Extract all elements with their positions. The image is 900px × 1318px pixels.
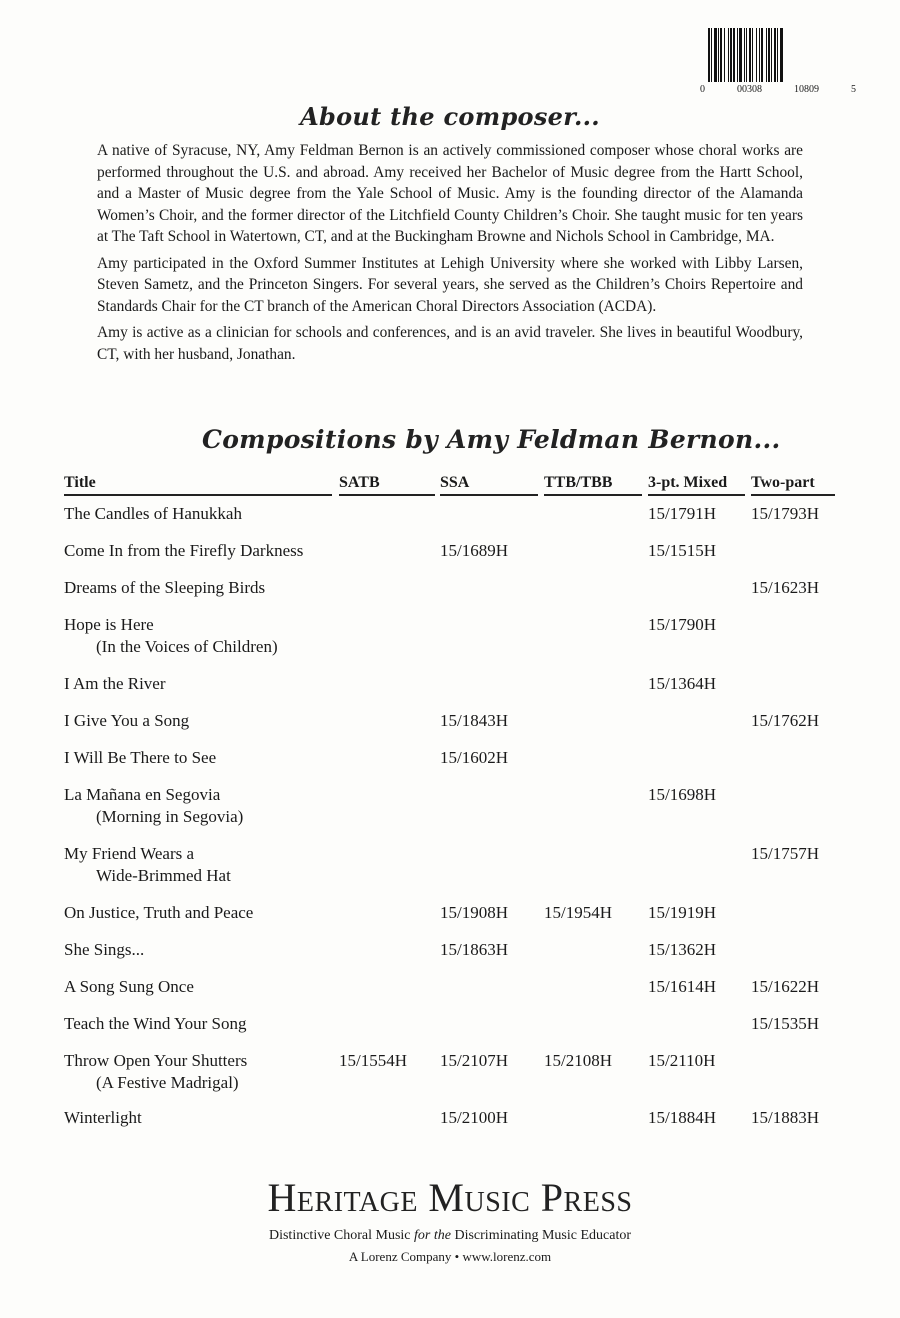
barcode-bar <box>718 28 719 82</box>
barcode-bar <box>737 28 738 82</box>
barcode-bar <box>768 28 770 82</box>
composition-title <box>64 976 194 998</box>
about-paragraph: Amy participated in the Oxford Summer Institutes at Lehigh University where she worked with Libby Larsen, Steven Sametz, and the Princeton Singers. For several years, she served as the Children’s Choirs Repertoire and Standards Chair for the CT branch of the American Choral Directors Association (ACDA). <box>97 254 803 315</box>
ttb-code: 15/2108H <box>544 1051 612 1070</box>
barcode-bar <box>756 28 757 82</box>
barcode-bar <box>761 28 763 82</box>
publisher-name: Heritage Music Press <box>267 1175 633 1220</box>
composition-title-text: She Sings... <box>64 940 145 959</box>
about-paragraph: Amy is active as a clinician for schools and conferences, and is an avid traveler. She lives in beautiful Woodbury, CT, with her husband, Jonathan. <box>97 324 803 363</box>
composition-title-text: Hope is Here <box>64 615 154 634</box>
composition-title <box>64 784 243 828</box>
barcode <box>707 28 835 82</box>
tagline-emphasis: for the <box>414 1228 451 1243</box>
barcode-digit-group: 0 <box>700 84 705 95</box>
two-part-code: 15/1623H <box>751 578 819 597</box>
composition-title <box>64 614 278 658</box>
barcode-bar <box>759 28 760 82</box>
composition-title-text: La Mañana en Segovia <box>64 785 221 804</box>
barcode-digit-group: 00308 <box>737 84 762 95</box>
3pt-mixed-code: 15/1364H <box>648 674 716 693</box>
ssa-code: 15/1689H <box>440 541 508 560</box>
ssa-code: 15/2100H <box>440 1108 508 1127</box>
3pt-mixed-code: 15/1614H <box>648 977 716 996</box>
barcode-bar <box>739 28 742 82</box>
composition-title <box>64 1107 142 1129</box>
composition-subtitle: (Morning in Segovia) <box>96 807 244 826</box>
3pt-mixed-code: 15/1790H <box>648 615 716 634</box>
about-heading: About the composer... <box>300 102 600 131</box>
two-part-code: 15/1535H <box>751 1014 819 1033</box>
barcode-bar <box>720 28 722 82</box>
barcode-bar <box>774 28 776 82</box>
barcode-bar <box>771 28 772 82</box>
barcode-bar <box>766 28 767 82</box>
column-header-3pt-mixed: 3-pt. Mixed <box>648 472 745 496</box>
3pt-mixed-code: 15/2110H <box>648 1051 716 1070</box>
composition-subtitle: Wide-Brimmed Hat <box>96 866 231 885</box>
composition-subtitle: (In the Voices of Children) <box>96 637 278 656</box>
two-part-code: 15/1757H <box>751 844 819 863</box>
3pt-mixed-code: 15/1698H <box>648 785 716 804</box>
composition-title <box>64 503 242 525</box>
column-header-two-part: Two-part <box>751 472 835 496</box>
composition-title <box>64 1050 247 1094</box>
barcode-bar <box>708 28 710 82</box>
about-section <box>97 140 803 370</box>
ttb-code: 15/1954H <box>544 903 612 922</box>
barcode-bar <box>780 28 783 82</box>
3pt-mixed-code: 15/1884H <box>648 1108 716 1127</box>
composition-title <box>64 747 216 769</box>
composition-title <box>64 540 303 562</box>
3pt-mixed-code: 15/1791H <box>648 504 716 523</box>
column-header-ttb: TTB/TBB <box>544 472 642 496</box>
3pt-mixed-code: 15/1362H <box>648 940 716 959</box>
publisher-company: A Lorenz Company • www.lorenz.com <box>348 1249 552 1264</box>
barcode-bar <box>711 28 712 82</box>
ssa-code: 15/1863H <box>440 940 508 959</box>
composition-title <box>64 673 166 695</box>
composition-title-text: Throw Open Your Shutters <box>64 1051 248 1070</box>
barcode-bar <box>724 28 725 82</box>
ssa-code: 15/1602H <box>440 748 508 767</box>
composition-title-text: The Candles of Hanukkah <box>64 504 242 523</box>
barcode-bar <box>749 28 751 82</box>
barcode-bar <box>752 28 753 82</box>
ssa-code: 15/2107H <box>440 1051 508 1070</box>
satb-code: 15/1554H <box>339 1051 407 1070</box>
barcode-digit-group: 5 <box>851 84 856 95</box>
composition-title <box>64 577 265 599</box>
composition-title-text: Teach the Wind Your Song <box>64 1014 247 1033</box>
composition-title-text: A Song Sung Once <box>64 977 194 996</box>
composition-title-text: My Friend Wears a <box>64 844 195 863</box>
ssa-code: 15/1908H <box>440 903 508 922</box>
column-header-satb: SATB <box>339 472 435 496</box>
composition-title-text: On Justice, Truth and Peace <box>64 903 254 922</box>
barcode-bar <box>777 28 778 82</box>
barcode-bar <box>728 28 729 82</box>
composition-title <box>64 939 144 961</box>
barcode-digit-group: 10809 <box>794 84 819 95</box>
two-part-code: 15/1762H <box>751 711 819 730</box>
barcode-bar <box>746 28 747 82</box>
barcode-bar <box>714 28 717 82</box>
two-part-code: 15/1793H <box>751 504 819 523</box>
tagline-part: Discriminating Music Educator <box>450 1228 632 1243</box>
two-part-code: 15/1622H <box>751 977 819 996</box>
composition-title-text: I Give You a Song <box>64 711 190 730</box>
two-part-code: 15/1883H <box>751 1108 819 1127</box>
composition-title-text: Winterlight <box>64 1108 142 1127</box>
barcode-bar <box>744 28 745 82</box>
composition-subtitle: (A Festive Madrigal) <box>96 1073 239 1092</box>
3pt-mixed-code: 15/1515H <box>648 541 716 560</box>
composition-title <box>64 843 231 887</box>
column-header-title: Title <box>64 472 332 496</box>
composition-title <box>64 710 189 732</box>
composition-title <box>64 1013 246 1035</box>
ssa-code: 15/1843H <box>440 711 508 730</box>
publisher-tagline <box>0 1228 900 1244</box>
3pt-mixed-code: 15/1919H <box>648 903 716 922</box>
composition-title <box>64 902 253 924</box>
tagline-part: Distinctive Choral Music <box>268 1228 415 1243</box>
compositions-heading: Compositions by Amy Feldman Bernon... <box>202 425 781 454</box>
barcode-bar <box>733 28 735 82</box>
composition-title-text: Come In from the Firefly Darkness <box>64 541 304 560</box>
composition-title-text: I Am the River <box>64 674 166 693</box>
table-header <box>64 472 844 496</box>
composition-title-text: I Will Be There to See <box>64 748 217 767</box>
barcode-digits <box>700 84 856 95</box>
barcode-bar <box>730 28 732 82</box>
about-paragraph: A native of Syracuse, NY, Amy Feldman Bernon is an actively commissioned composer whose choral works are performed throughout the U.S. and abroad. Amy received her Bachelor of Music degree from the Hartt School, and a Master of Music degree from the Yale School of Music. Amy is the founding director of the Alamanda Women’s Choir, and the former director of the Litchfield County Children’s Choir. She taught music for ten years at The Taft School in Watertown, CT, and at the Buckingham Browne and Nichols School in Cambridge, MA. <box>97 142 803 245</box>
composition-title-text: Dreams of the Sleeping Birds <box>64 578 266 597</box>
column-header-ssa: SSA <box>440 472 538 496</box>
publisher-block <box>0 1176 900 1265</box>
